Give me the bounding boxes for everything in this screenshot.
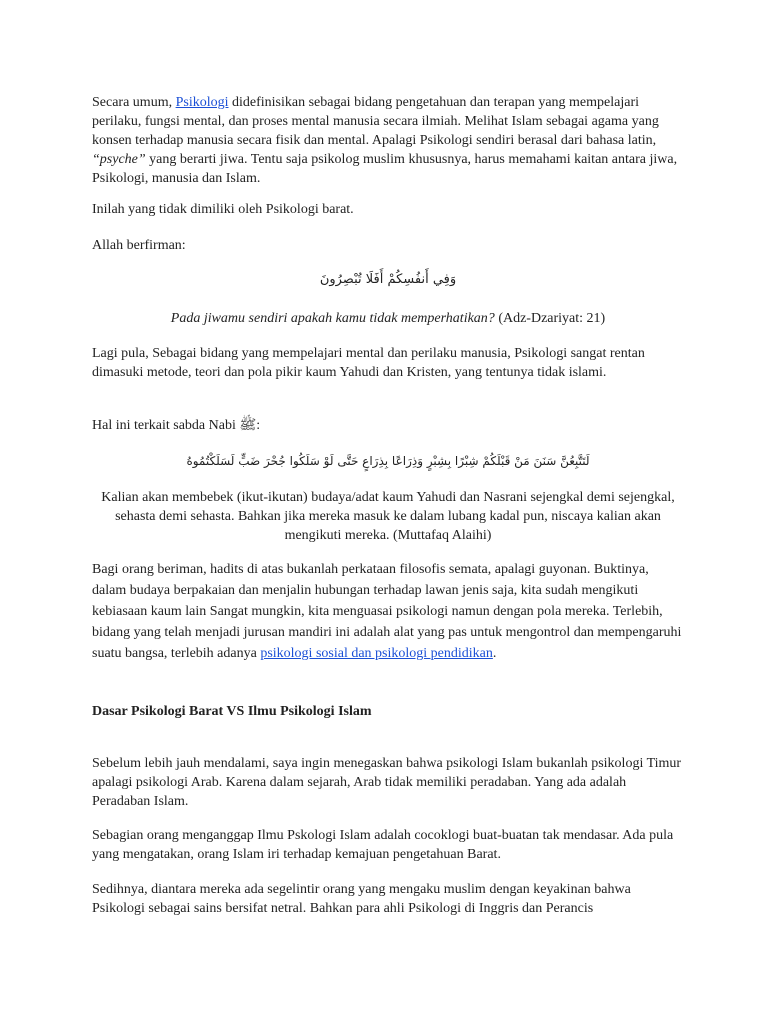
paragraph-sabda-nabi: Hal ini terkait sabda Nabi ﷺ: — [92, 418, 261, 433]
verse-translation-text: Pada jiwamu sendiri apakah kamu tidak memperhatikan? — [170, 311, 495, 326]
paragraph-rentan: Lagi pula, Sebagai bidang yang mempelajari mental dan perilaku manusia, Psikologi sangat rentan dimasuki metode, teori dan pola pikir kaum Yahudi dan Kristen, yang tentunya tidak islami. — [92, 346, 645, 380]
paragraph-orang-beriman — [92, 559, 684, 664]
verse-reference: (Adz-Dzariyat: 21) — [494, 311, 606, 326]
intro-paragraph — [92, 93, 684, 188]
hadith-arabic: لَتَتَّبِعُنَّ سَنَنَ مَنْ قَبْلَكُمْ شِبْرًا بِشِبْرٍ وَذِرَاعًا بِذِرَاعٍ حَتَّى لَوْ سَلَكُوا جُحْرَ ضَبٍّ لَسَلَكْتُمُوهُ — [186, 454, 590, 468]
paragraph-allah-berfirman: Allah berfirman: — [92, 238, 186, 253]
psikologi-sosial-link[interactable]: psikologi sosial dan psikologi pendidikan — [260, 646, 493, 661]
hadith-translation: Kalian akan membebek (ikut-ikutan) budaya/adat kaum Yahudi dan Nasrani sejengkal demi sejengkal, sehasta demi sehasta. Bahkan jika mereka masuk ke dalam lubang kadal pun, niscaya kalian akan mengikuti mereka. (Muttafaq Alaihi) — [101, 490, 675, 543]
quran-verse-translation — [92, 309, 684, 328]
psikologi-link[interactable]: Psikologi — [175, 95, 229, 110]
paragraph-sedihnya: Sedihnya, diantara mereka ada segelintir orang yang mengaku muslim dengan keyakinan bahwa Psikologi sebagai sains bersifat netral. Bahkan para ahli Psikologi di Inggris dan Perancis — [92, 882, 631, 916]
intro-tail-text: yang berarti jiwa. Tentu saja psikolog muslim khususnya, harus memahami kaitan antara jiwa, Psikologi, manusia dan Islam. — [92, 152, 678, 186]
beriman-tail-text: . — [492, 646, 497, 661]
intro-lead-text: Secara umum, — [92, 95, 176, 110]
paragraph-sebelum: Sebelum lebih jauh mendalami, saya ingin menegaskan bahwa psikologi Islam bukanlah psikologi Timur apalagi psikologi Arab. Karena dalam sejarah, Arab tidak memiliki peradaban. Yang ada adalah Peradaban Islam. — [92, 756, 682, 809]
paragraph-barat: Inilah yang tidak dimiliki oleh Psikologi barat. — [92, 202, 354, 217]
intro-body-text: didefinisikan sebagai bidang pengetahuan dan terapan yang mempelajari perilaku, fungsi mental, dan proses mental manusia secara ilmiah. Melihat Islam sebagai agama yang konsen terhadap manusia secara fisik dan mental. Apalagi Psikologi sendiri berasal dari bahasa latin, — [92, 95, 659, 148]
quran-verse-arabic: وَفِي أَنفُسِكُمْ أَفَلَا تُبْصِرُونَ — [319, 272, 457, 287]
psyche-term: “psyche” — [92, 152, 146, 167]
beriman-body-text: Bagi orang beriman, hadits di atas bukanlah perkataan filosofis semata, apalagi guyonan. Buktinya, dalam budaya berpakaian dan menjalin hubungan terhadap lawan jenis saja, kita sudah mengikuti kebiasaan kaum lain Sangat mungkin, kita menguasai psikologi namun dengan pola mereka. Terlebih, bidang yang telah menjadi jurusan mandiri ini adalah alat yang pas untuk mengontrol dan mempengaruhi suatu bangsa, terlebih adanya — [92, 562, 682, 661]
paragraph-sebagian: Sebagian orang menganggap Ilmu Pskologi Islam adalah cocoklogi buat-buatan tak mendasar. Ada pula yang mengatakan, orang Islam iri terhadap kemajuan pengetahuan Barat. — [92, 828, 674, 862]
section-heading: Dasar Psikologi Barat VS Ilmu Psikologi Islam — [92, 704, 372, 719]
